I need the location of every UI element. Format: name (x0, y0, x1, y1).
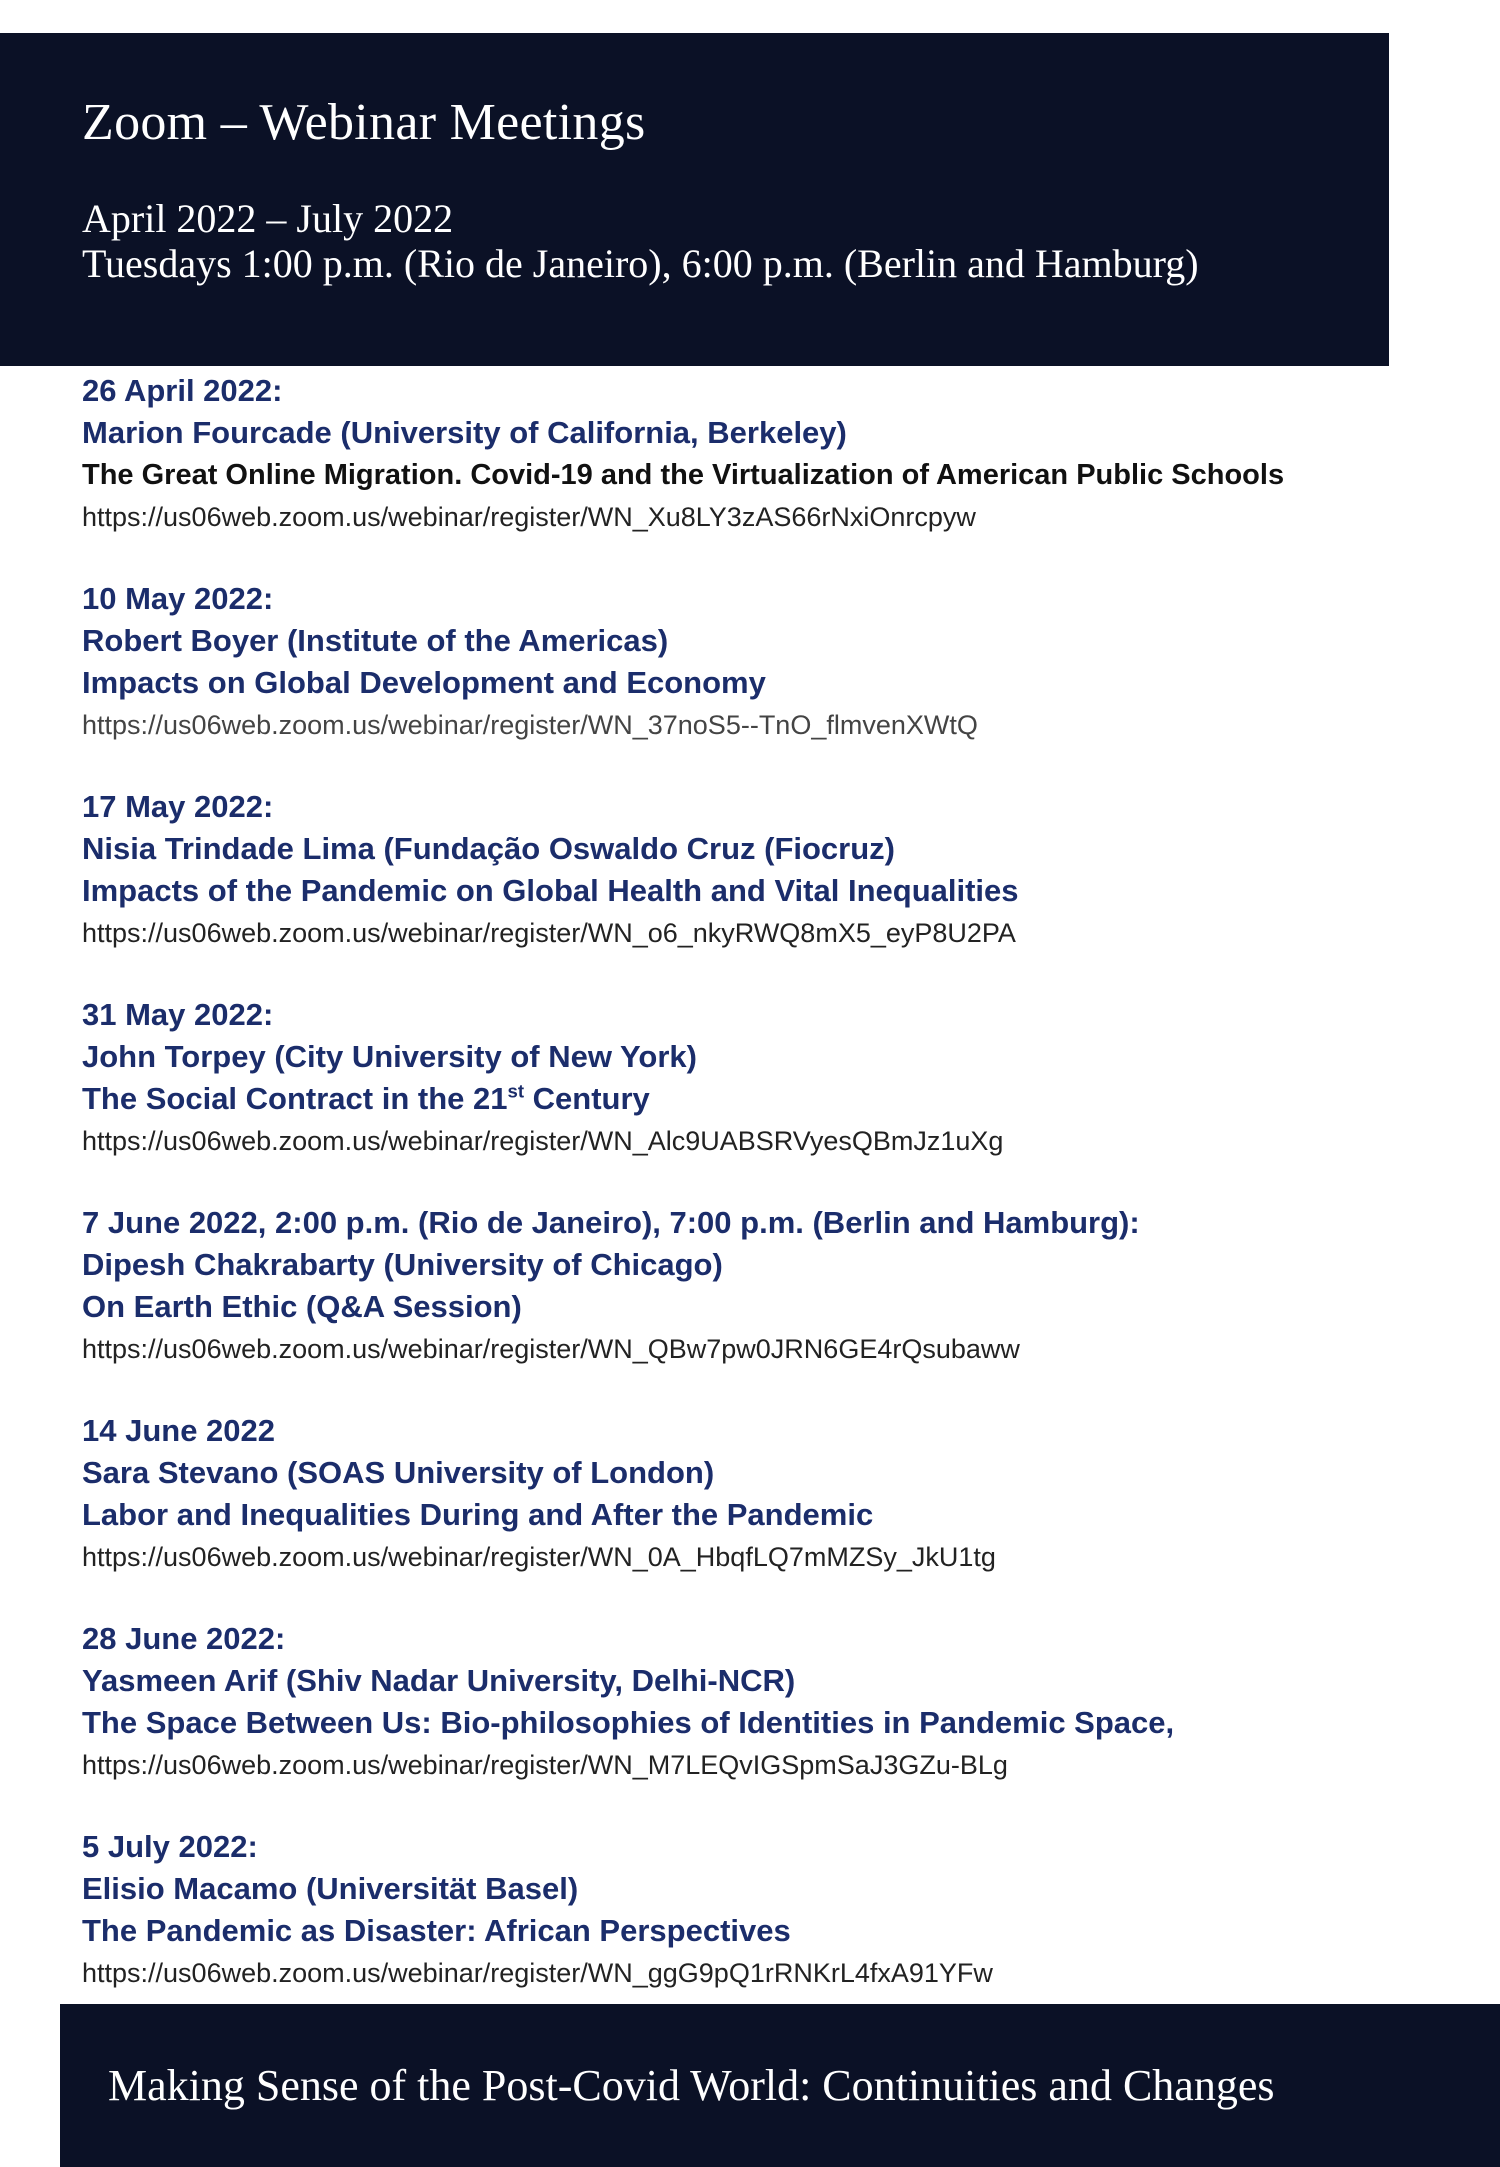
event-talk-title-prefix: The Social Contract in the 21 (82, 1081, 508, 1116)
event-date: 7 June 2022, 2:00 p.m. (Rio de Janeiro), 7:00 p.m. (Berlin and Hamburg): (82, 1205, 1140, 1240)
event-item (82, 994, 1462, 1202)
event-talk-title: The Great Online Migration. Covid-19 and the Virtualization of American Public Schools (82, 459, 1285, 491)
event-item (82, 578, 1462, 786)
schedule-text: Tuesdays 1:00 p.m. (Rio de Janeiro), 6:00 p.m. (Berlin and Hamburg) (82, 241, 1199, 286)
event-speaker: Dipesh Chakrabarty (University of Chicago) (82, 1247, 723, 1282)
event-speaker: Marion Fourcade (University of California, Berkeley) (82, 415, 847, 450)
event-register-link[interactable]: https://us06web.zoom.us/webinar/register/WN_Xu8LY3zAS66rNxiOnrcpyw (82, 502, 976, 532)
event-item (82, 1826, 1462, 2034)
event-speaker: John Torpey (City University of New York) (82, 1039, 697, 1074)
series-tagline: Making Sense of the Post-Covid World: Continuities and Changes (108, 2061, 1275, 2110)
event-item (82, 1202, 1462, 1410)
event-register-link[interactable]: https://us06web.zoom.us/webinar/register/WN_ggG9pQ1rRNKrL4fxA91YFw (82, 1958, 993, 1988)
event-talk-title: The Pandemic as Disaster: African Perspectives (82, 1913, 791, 1948)
event-register-link[interactable]: https://us06web.zoom.us/webinar/register/WN_37noS5--TnO_flmvenXWtQ (82, 710, 978, 740)
event-talk-title: Impacts of the Pandemic on Global Health and Vital Inequalities (82, 873, 1019, 908)
event-register-link[interactable]: https://us06web.zoom.us/webinar/register/WN_Alc9UABSRVyesQBmJz1uXg (82, 1126, 1004, 1156)
ordinal-suffix: st (507, 1080, 525, 1102)
event-talk-title: On Earth Ethic (Q&A Session) (82, 1289, 522, 1324)
event-date: 14 June 2022 (82, 1413, 276, 1448)
event-item (82, 786, 1462, 994)
event-register-link[interactable]: https://us06web.zoom.us/webinar/register/WN_o6_nkyRWQ8mX5_eyP8U2PA (82, 918, 1016, 948)
event-list (82, 370, 1462, 2034)
event-speaker: Nisia Trindade Lima (Fundação Oswaldo Cruz (Fiocruz) (82, 831, 895, 866)
event-speaker: Robert Boyer (Institute of the Americas) (82, 623, 669, 658)
event-speaker: Elisio Macamo (Universität Basel) (82, 1871, 579, 1906)
event-item (82, 370, 1462, 578)
event-date: 10 May 2022: (82, 581, 274, 616)
header-banner (0, 33, 1389, 366)
event-talk-title: Impacts on Global Development and Economy (82, 665, 766, 700)
event-date: 28 June 2022: (82, 1621, 286, 1656)
event-date: 31 May 2022: (82, 997, 274, 1032)
event-speaker: Sara Stevano (SOAS University of London) (82, 1455, 715, 1490)
date-range: April 2022 – July 2022 (82, 196, 454, 241)
event-talk-title (82, 1078, 1462, 1120)
event-date: 5 July 2022: (82, 1829, 258, 1864)
event-item (82, 1410, 1462, 1618)
event-talk-title-suffix: Century (524, 1081, 650, 1116)
page-title: Zoom – Webinar Meetings (82, 94, 646, 151)
event-speaker: Yasmeen Arif (Shiv Nadar University, Delhi-NCR) (82, 1663, 796, 1698)
footer-banner (60, 2004, 1500, 2167)
event-register-link[interactable]: https://us06web.zoom.us/webinar/register/WN_M7LEQvIGSpmSaJ3GZu-BLg (82, 1750, 1008, 1780)
event-talk-title: Labor and Inequalities During and After the Pandemic (82, 1497, 874, 1532)
event-item (82, 1618, 1462, 1826)
event-register-link[interactable]: https://us06web.zoom.us/webinar/register/WN_QBw7pw0JRN6GE4rQsubaww (82, 1334, 1020, 1364)
event-talk-title: The Space Between Us: Bio-philosophies of Identities in Pandemic Space, (82, 1705, 1175, 1740)
event-date: 17 May 2022: (82, 789, 274, 824)
event-date: 26 April 2022: (82, 373, 283, 408)
event-register-link[interactable]: https://us06web.zoom.us/webinar/register/WN_0A_HbqfLQ7mMZSy_JkU1tg (82, 1542, 996, 1572)
